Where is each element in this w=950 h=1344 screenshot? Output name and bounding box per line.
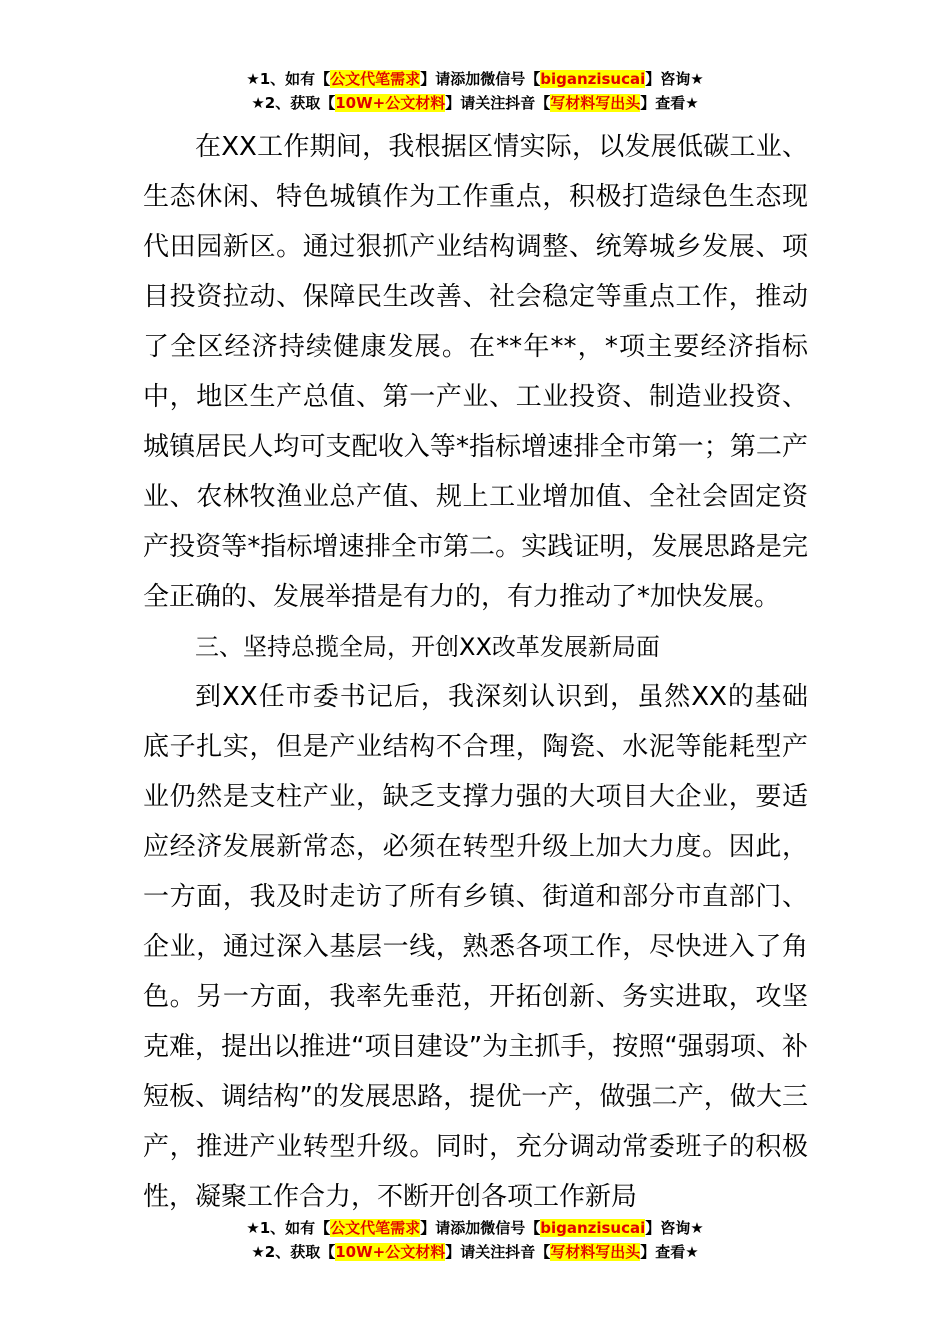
- banner-highlight: 10W+公文材料: [335, 94, 446, 112]
- section-heading: 三、坚持总揽全局，开创XX改革发展新局面: [195, 633, 660, 661]
- banner-text: ★1、如有【: [246, 70, 331, 88]
- banner-text: 】查看★: [640, 1243, 699, 1261]
- banner-text: ★2、获取【: [251, 94, 336, 112]
- banner-highlight: 公文代笔需求: [330, 1219, 421, 1237]
- banner-text: 】请关注抖音【: [445, 94, 551, 112]
- banner-text: 】请添加微信号【: [420, 70, 541, 88]
- banner-highlight: 写材料写出头: [550, 94, 641, 112]
- banner-line-2: [0, 91, 950, 115]
- banner-text: 】请关注抖音【: [445, 1243, 551, 1261]
- banner-line-2: [0, 1240, 950, 1264]
- footer-banner: [0, 1216, 950, 1264]
- banner-highlight: 写材料写出头: [550, 1243, 641, 1261]
- banner-line-1: [0, 67, 950, 91]
- banner-text: 】咨询★: [645, 70, 704, 88]
- paragraph-2: 到XX任市委书记后，我深刻认识到，虽然XX的基础底子扎实，但是产业结构不合理，陶瓷、水泥等能耗型产业仍然是支柱产业，缺乏支撑力强的大项目大企业，要适应经济发展新常态，必须在转型升级上加大力度。因此，一方面，我及时走访了所有乡镇、街道和部分市直部门、企业，通过深入基层一线，熟悉各项工作，尽快进入了角色。另一方面，我率先垂范，开拓创新、务实进取，攻坚克难，提出以推进“项目建设”为主抓手，按照“强弱项、补短板、调结构”的发展思路，提优一产，做强二产，做大三产，推进产业转型升级。同时，充分调动常委班子的积极性，凝聚工作合力，不断开创各项工作新局: [143, 682, 808, 1212]
- banner-text: 】咨询★: [645, 1219, 704, 1237]
- banner-highlight: biganzisucai: [540, 1219, 646, 1237]
- banner-text: ★1、如有【: [246, 1219, 331, 1237]
- banner-text: ★2、获取【: [251, 1243, 336, 1261]
- banner-highlight: biganzisucai: [540, 70, 646, 88]
- document-body: [143, 122, 808, 1222]
- banner-highlight: 10W+公文材料: [335, 1243, 446, 1261]
- banner-text: 】请添加微信号【: [420, 1219, 541, 1237]
- paragraph-1: 在XX工作期间，我根据区情实际，以发展低碳工业、生态休闲、特色城镇作为工作重点，积极打造绿色生态现代田园新区。通过狠抓产业结构调整、统筹城乡发展、项目投资拉动、保障民生改善、社会稳定等重点工作，推动了全区经济持续健康发展。在**年**，*项主要经济指标中，地区生产总值、第一产业、工业投资、制造业投资、城镇居民人均可支配收入等*指标增速排全市第一；第二产业、农林牧渔业总产值、规上工业增加值、全社会固定资产投资等*指标增速排全市第二。实践证明，发展思路是完全正确的、发展举措是有力的，有力推动了*加快发展。: [143, 132, 808, 612]
- header-banner: [0, 67, 950, 115]
- banner-text: 】查看★: [640, 94, 699, 112]
- banner-line-1: [0, 1216, 950, 1240]
- banner-highlight: 公文代笔需求: [330, 70, 421, 88]
